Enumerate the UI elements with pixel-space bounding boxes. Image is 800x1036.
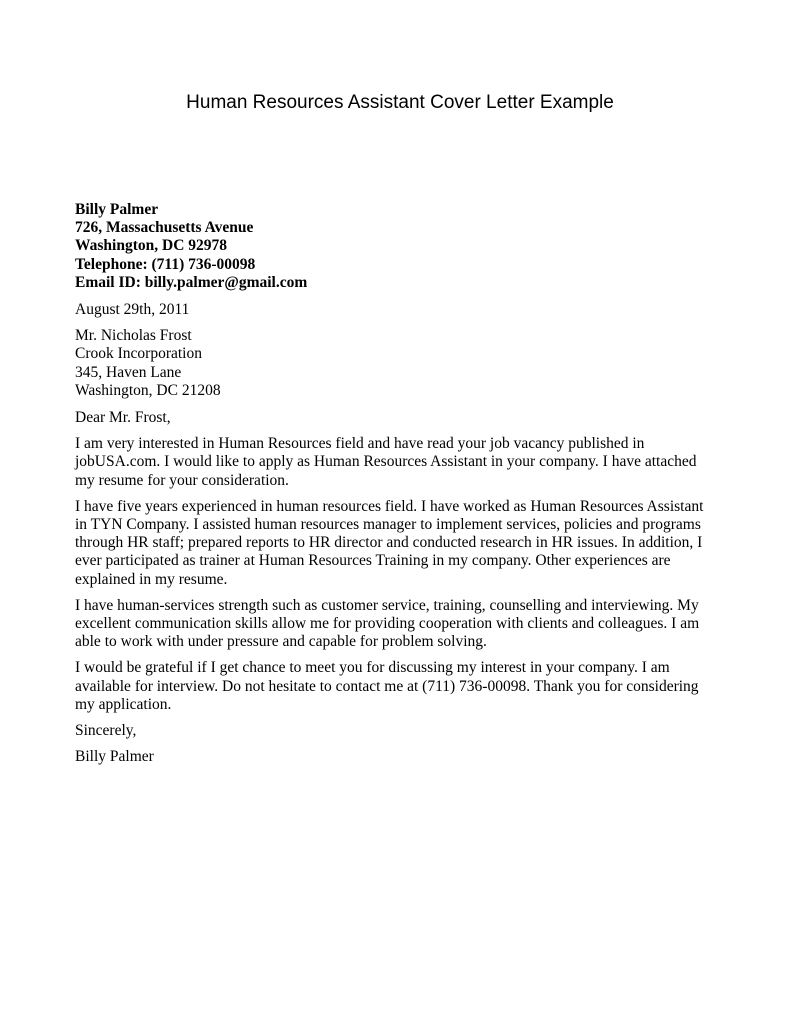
paragraph-line: explained in my resume. <box>75 570 228 588</box>
paragraph-line: my resume for your consideration. <box>75 471 289 489</box>
recipient-company: Crook Incorporation <box>75 345 202 363</box>
paragraph-line: I have five years experienced in human resources field. I have worked as Human Resources Assistant <box>75 497 704 515</box>
sender-email: Email ID: billy.palmer@gmail.com <box>75 273 308 291</box>
paragraph-line: my application. <box>75 695 172 713</box>
document-title: Human Resources Assistant Cover Letter Example <box>186 92 614 113</box>
sender-city: Washington, DC 92978 <box>75 237 228 255</box>
paragraph-line: in TYN Company. I assisted human resources manager to implement services, policies and programs <box>75 516 701 534</box>
paragraph-line: I would be grateful if I get chance to meet you for discussing my interest in your company. I am <box>75 659 670 677</box>
sender-telephone: Telephone: (711) 736-00098 <box>75 255 256 273</box>
salutation: Dear Mr. Frost, <box>75 409 171 427</box>
paragraph-line: ever participated as trainer at Human Resources Training in my company. Other experiences are <box>75 552 671 570</box>
letter-date: August 29th, 2011 <box>75 301 190 319</box>
paragraph-line: available for interview. Do not hesitate to contact me at (711) 736-00098. Thank you for considering <box>75 677 699 695</box>
recipient-address: 345, Haven Lane <box>75 363 182 381</box>
sender-block <box>75 201 725 292</box>
recipient-city: Washington, DC 21208 <box>75 381 221 399</box>
recipient-block <box>75 327 725 400</box>
paragraph-intro <box>75 435 725 490</box>
paragraph-line: able to work with under pressure and capable for problem solving. <box>75 633 487 651</box>
recipient-name: Mr. Nicholas Frost <box>75 327 192 345</box>
paragraph-line: I am very interested in Human Resources field and have read your job vacancy published in <box>75 435 645 453</box>
paragraph-experience <box>75 498 725 589</box>
paragraph-line: excellent communication skills allow me for providing cooperation with clients and colleagues. I am <box>75 615 700 633</box>
signature-name: Billy Palmer <box>75 748 154 766</box>
letter-body <box>75 201 725 766</box>
paragraph-line: jobUSA.com. I would like to apply as Human Resources Assistant in your company. I have attached <box>75 453 697 471</box>
sender-address: 726, Massachusetts Avenue <box>75 219 254 237</box>
paragraph-closing <box>75 659 725 714</box>
paragraph-line: I have human-services strength such as customer service, training, counselling and interviewing. My <box>75 596 699 614</box>
paragraph-strengths <box>75 597 725 652</box>
sender-name: Billy Palmer <box>75 201 159 218</box>
complimentary-close: Sincerely, <box>75 722 137 740</box>
paragraph-line: through HR staff; prepared reports to HR director and conducted research in HR issues. In addition, I <box>75 534 703 552</box>
